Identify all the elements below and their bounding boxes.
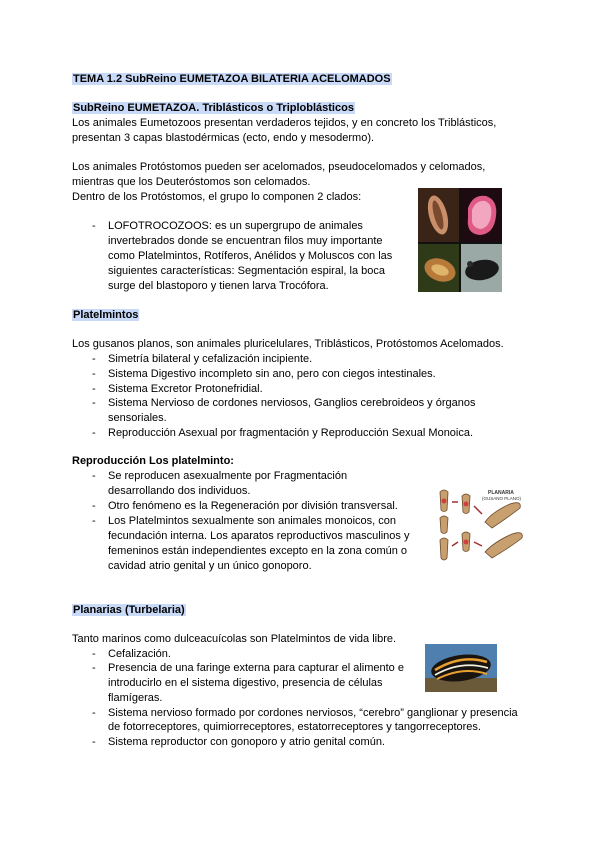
paragraph-line: Dentro de los Protóstomos, el grupo lo componen 2 clados: — [72, 191, 362, 203]
planaria-regeneration-figure — [430, 486, 530, 568]
bullet-line: Sistema reproductor con gonoporo y atrio genital común. — [108, 736, 385, 748]
collage-svg — [418, 188, 502, 292]
bullet-dash: - — [92, 383, 96, 395]
marine-flatworm-photo — [425, 644, 497, 692]
bullet-line: de fotorreceptores, quimiorreceptores, estatorreceptores y tangorreceptores. — [108, 721, 481, 733]
bullet-line: desarrollando dos individuos. — [108, 485, 251, 497]
bullet-line: invertebrados donde se encuentran filos muy importante — [108, 235, 383, 247]
lophotrochozoa-photo-collage — [418, 188, 502, 292]
bullet-line: femeninos están independientes excepto en la zona común o — [108, 545, 408, 557]
bullet-dash: - — [92, 736, 96, 748]
bullet-line: Reproducción Asexual por fragmentación y Reproducción Sexual Monoica. — [108, 427, 474, 439]
paragraph-line: Tanto marinos como dulceacuícolas son Platelmintos de vida libre. — [72, 633, 397, 645]
section-heading-planarias: Planarias (Turbelaria) — [73, 604, 185, 616]
bullet-line: Presencia de una faringe externa para capturar el alimento e — [108, 662, 404, 674]
bullet-line: fecundación interna. Los aparatos reproductivos masculinos y — [108, 530, 410, 542]
bullet-dash: - — [92, 662, 96, 674]
bullet-dash: - — [92, 368, 96, 380]
bullet-line: sensoriales. — [108, 412, 167, 424]
section-heading-reproduccion: Reproducción Los platelminto: — [72, 455, 234, 467]
document-title: TEMA 1.2 SubReino EUMETAZOA BILATERIA ACELOMADOS — [73, 73, 391, 85]
paragraph-line: Los gusanos planos, son animales pluricelulares, Triblásticos, Protóstomos Acelomados. — [72, 338, 504, 350]
bullet-line: surge del blastoporo y tienen larva Trocófora. — [108, 280, 329, 292]
bullet-line: como Platelmintos, Rotíferos, Anélidos y Moluscos con las — [108, 250, 393, 262]
figure-label-planaria: PLANARIA — [488, 490, 514, 496]
bullet-line: Cefalización. — [108, 648, 171, 660]
bullet-line: flamígeras. — [108, 692, 163, 704]
section-heading-platelmintos: Platelmintos — [73, 309, 139, 321]
paragraph-line: Los animales Protóstomos pueden ser acelomados, pseudocelomados y celomados, — [72, 161, 486, 173]
bullet-dash: - — [92, 220, 96, 232]
planaria-figure-svg — [430, 486, 530, 568]
bullet-line: Sistema Excretor Protonefridial. — [108, 383, 263, 395]
bullet-line: siguientes características: Segmentación espiral, la boca — [108, 265, 385, 277]
bullet-dash: - — [92, 427, 96, 439]
bullet-line: LOFOTROCOZOOS: es un supergrupo de animales — [108, 220, 363, 232]
bullet-line: Sistema Nervioso de cordones nerviosos, Ganglios cerebroideos y órganos — [108, 397, 476, 409]
bullet-line: cavidad atrio genital y un único gonoporo. — [108, 560, 312, 572]
bullet-line: Sistema nervioso formado por cordones nerviosos, “cerebro” ganglionar y presencia — [108, 707, 518, 719]
section-heading-eumetazoa: SubReino EUMETAZOA. Triblásticos o Triploblásticos — [73, 102, 354, 114]
bullet-line: introducirlo en el sistema digestivo, presencia de células — [108, 677, 383, 689]
bullet-dash: - — [92, 470, 96, 482]
bullet-line: Se reproducen asexualmente por Fragmentación — [108, 470, 348, 482]
paragraph-line: mientras que los Deuteróstomos son celomados. — [72, 176, 311, 188]
paragraph-line: presentan 3 capas blastodérmicas (ecto, endo y mesodermo). — [72, 132, 375, 144]
paragraph-line: Los animales Eumetozoos presentan verdaderos tejidos, y en concreto los Triblásticos, — [72, 117, 497, 129]
bullet-dash: - — [92, 500, 96, 512]
bullet-dash: - — [92, 397, 96, 409]
bullet-line: Simetría bilateral y cefalización incipiente. — [108, 353, 313, 365]
bullet-line: Sistema Digestivo incompleto sin ano, pero con ciegos intestinales. — [108, 368, 436, 380]
bullet-line: Los Platelmintos sexualmente son animales monoicos, con — [108, 515, 396, 527]
bullet-dash: - — [92, 648, 96, 660]
flatworm-svg — [425, 644, 497, 692]
bullet-dash: - — [92, 515, 96, 527]
figure-label-gusano: (GUSANO PLANO) — [482, 496, 522, 501]
bullet-dash: - — [92, 707, 96, 719]
bullet-dash: - — [92, 353, 96, 365]
bullet-line: Otro fenómeno es la Regeneración por división transversal. — [108, 500, 398, 512]
